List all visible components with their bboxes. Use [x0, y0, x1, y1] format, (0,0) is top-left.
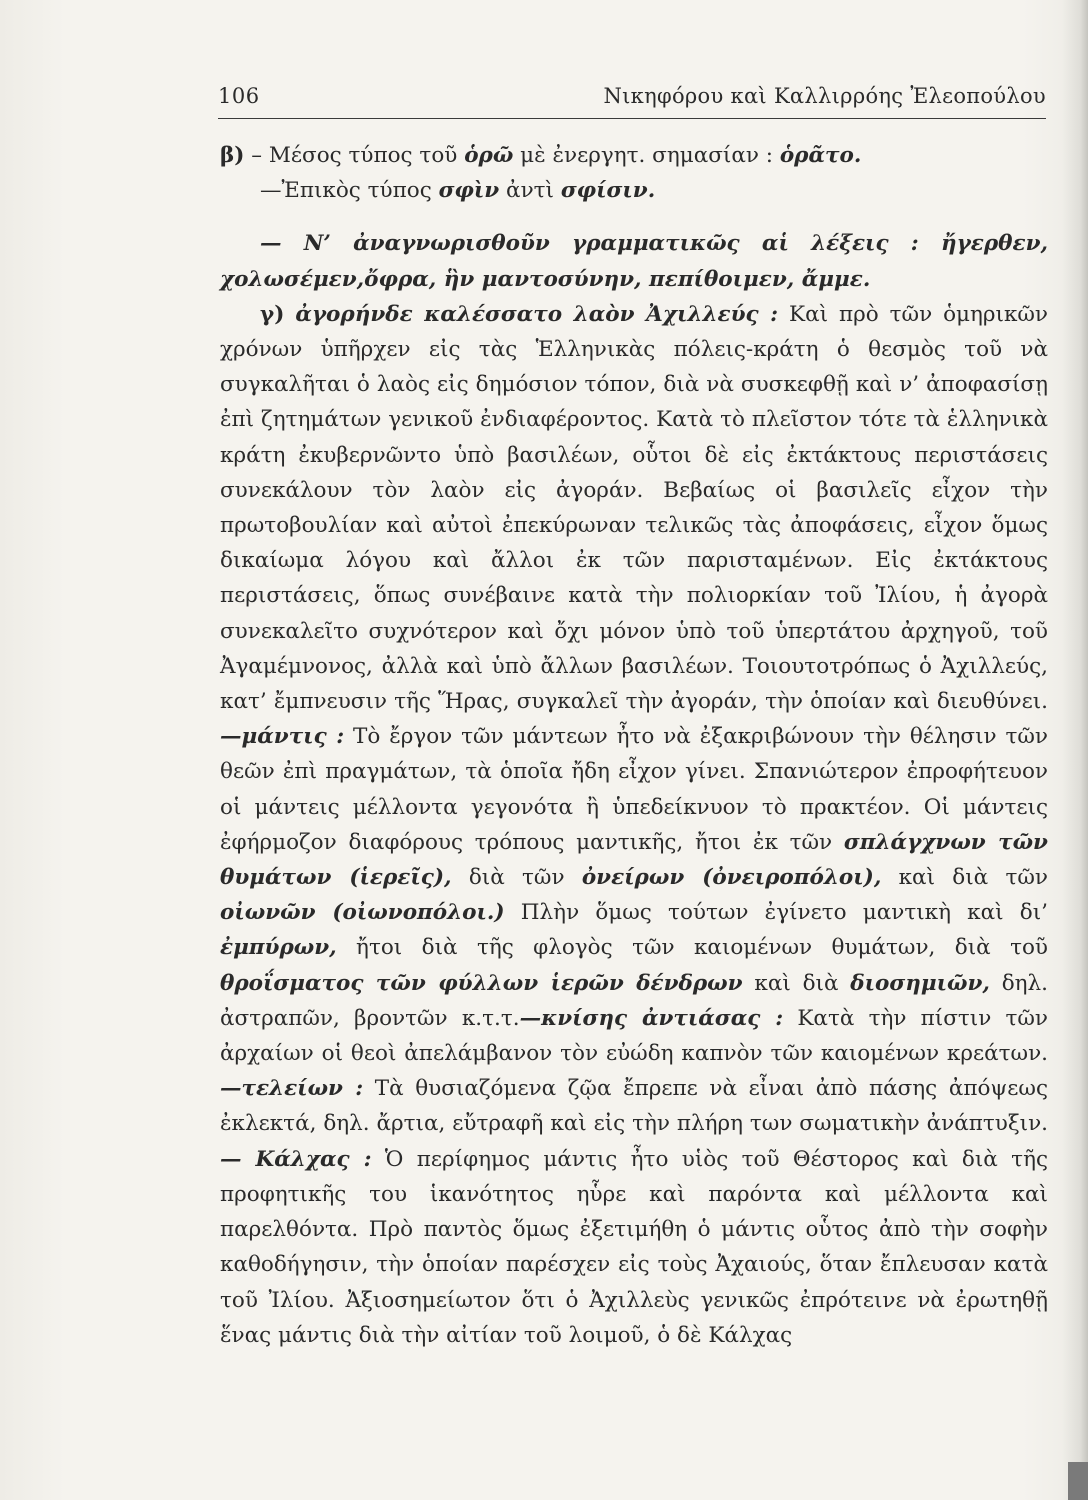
text-span: – Μέσος τύπος τοῦ — [244, 143, 465, 168]
greek-term: διοσημιῶν, — [850, 970, 990, 996]
lemma: ἀγορήνδε καλέσσατο λαὸν Ἀχιλλεύς : — [295, 301, 779, 327]
text-span: διὰ τῶν — [451, 865, 582, 891]
text-span: Πλὴν ὅμως τούτων ἐγίνετο μαντικὴ καὶ δι’ — [504, 900, 1048, 926]
greek-term: οἰωνῶν (οἰωνοπόλοι.) — [220, 900, 505, 926]
text-span: Τὰ θυσιαζόμενα ζῷα ἔπρεπε νὰ εἶναι ἀπὸ πάσης ἀπόψεως ἐκλεκτά, δηλ. ἄρτια, εὔτραφῆ καὶ εἰς τὴν πλήρη των σωματικὴν ἀνάπτυξιν. — [220, 1076, 1048, 1137]
running-head: Νικηφόρου καὶ Καλλιρρόης Ἐλεοπούλου — [603, 84, 1046, 108]
greek-term: ὀνείρων (ὀνειροπόλοι), — [581, 865, 882, 891]
section-label-beta: β) — [220, 143, 245, 168]
commentary-text — [220, 138, 1048, 1353]
lemma: —κνίσης ἀντιάσας : — [519, 1005, 784, 1031]
paragraph-gamma — [220, 297, 1048, 1353]
scan-corner-mark — [1068, 1462, 1088, 1500]
paragraph-grammar-note: — Ν’ ἀναγνωρισθοῦν γραμματικῶς αἱ λέξεις : ἤγερθεν, χολωσέμεν,ὄφρα, ἣν μαντοσύνην, πεπίθοιμεν, ἄμμε. — [220, 231, 1048, 292]
greek-term: θροΐσματος τῶν φύλλων ἱερῶν δένδρων — [220, 970, 743, 996]
text-span: ἀντὶ — [499, 178, 561, 204]
text-span: καὶ διὰ — [742, 970, 851, 996]
text-span: μὲ ἐνεργητ. σημασίαν : — [513, 143, 780, 168]
binding-shadow — [1062, 0, 1088, 1500]
text-span: ἤτοι διὰ τῆς φλογὸς τῶν καιομένων θυμάτων, διὰ τοῦ — [336, 935, 1048, 961]
greek-term: σπλάγχνων τῶν θυμάτων (ἱερεῖς), — [220, 829, 1048, 891]
text-span: Ὁ περίφημος μάντις ἦτο υἱὸς τοῦ Θέστορος καὶ διὰ τῆς προφητικῆς του ἱκανότητος ηὗρε καὶ παρόντα καὶ μέλλοντα καὶ παρελθόντα. Πρὸ παντὸς ὅμως ἐξετιμήθη ὁ μάντις οὗτος ἀπὸ τὴν σοφὴν καθοδήγησιν, τὴν ὁποίαν παρέσχεν εἰς τοὺς Ἀχαιούς, ὅταν ἔπλευσαν κατὰ τοῦ Ἰλίου. Ἀξιοσημείωτον ὅτι ὁ Ἀχιλλεὺς γενικῶς ἐπρότεινε νὰ ἐρωτηθῇ ἕνας μάντις διὰ τὴν αἰτίαν τοῦ λοιμοῦ, ὁ δὲ Κάλχας — [220, 1146, 1048, 1348]
page-header — [218, 82, 1046, 119]
greek-term: σφίσιν. — [560, 178, 656, 204]
page-number: 106 — [218, 84, 260, 108]
lemma: —μάντις : — [220, 724, 345, 750]
paragraph-beta — [220, 138, 1048, 173]
greek-term: ὁρῶ — [464, 143, 514, 168]
greek-term: ἐμπύρων, — [220, 935, 337, 961]
text-span: Τὸ ἔργον τῶν μάντεων ἦτο νὰ ἐξακριβώνουν τὴν θέλησιν τῶν θεῶν ἐπὶ πραγμάτων, τὰ ὁποῖα ἤδη εἶχον γίνει. Σπανιώτερον ἐπροφήτευον οἱ μάντεις μέλλοντα γεγονότα ἢ ὑπεδείκνυον τὸ πρακτέον. Οἱ μάντεις ἐφήρμοζον διαφόρους τρόπους μαντικῆς, ἤτοι ἐκ τῶν — [220, 724, 1048, 855]
text-span: Καὶ πρὸ τῶν ὁμηρικῶν χρόνων ὑπῆρχεν εἰς τὰς Ἑλληνικὰς πόλεις-κράτη ὁ θεσμὸς τοῦ νὰ συγκαλῆται ὁ λαὸς εἰς δημόσιον τόπον, διὰ νὰ συσκεφθῇ καὶ ν’ ἀποφασίσῃ ἐπὶ ζητημάτων γενικοῦ ἐνδιαφέροντος. Κατὰ τὸ πλεῖστον τότε τὰ ἑλληνικὰ κράτη ἐκυβερνῶντο ὑπὸ βασιλέων, οὗτοι δὲ εἰς ἐκτάκτους περιστάσεις συνεκάλουν τὸν λαὸν εἰς ἀγοράν. Βεβαίως οἱ βασιλεῖς εἶχον τὴν πρωτοβουλίαν καὶ αὐτοὶ ἐπεκύρωναν τελικῶς τὰς ἀποφάσεις, εἶχον ὅμως δικαίωμα λόγου καὶ ἄλλοι ἐκ τῶν παρισταμένων. Εἰς ἐκτάκτους περιστάσεις, ὅπως συνέβαινε κατὰ τὴν πολιορκίαν τοῦ Ἰλίου, ἡ ἀγορὰ συνεκαλεῖτο συχνότερον καὶ ὄχι μόνον ὑπὸ τοῦ ὑπερτάτου ἀρχηγοῦ, τοῦ Ἀγαμέμνονος, ἀλλὰ καὶ ὑπὸ ἄλλων βασιλέων. Τοιουτοτρόπως ὁ Ἀχιλλεύς, κατ’ ἔμπνευσιν τῆς Ἥρας, συγκαλεῖ τὴν ἀγοράν, τὴν ὁποίαν καὶ διευθύνει. — [220, 301, 1048, 715]
text-span: —Ἐπικὸς τύπος — [260, 178, 439, 204]
lemma: —τελείων : — [220, 1076, 364, 1102]
spacer — [220, 208, 1048, 226]
section-label-gamma: γ) — [260, 301, 285, 327]
greek-term: ὁρᾶτο. — [779, 143, 862, 168]
text-span: δηλ. ἀστραπῶν, βροντῶν κ.τ.τ. — [220, 970, 1048, 1031]
text-span: Κατὰ τὴν πίστιν τῶν ἀρχαίων οἱ θεοὶ ἀπελάμβανον τὸν εὐώδη καπνὸν τῶν καιομένων κρεάτων. — [220, 1005, 1048, 1067]
lemma: — Κάλχας : — [220, 1146, 372, 1172]
paragraph-epic — [220, 173, 1048, 208]
greek-term: σφὶν — [438, 178, 500, 204]
text-span: καὶ διὰ τῶν — [881, 865, 1048, 891]
